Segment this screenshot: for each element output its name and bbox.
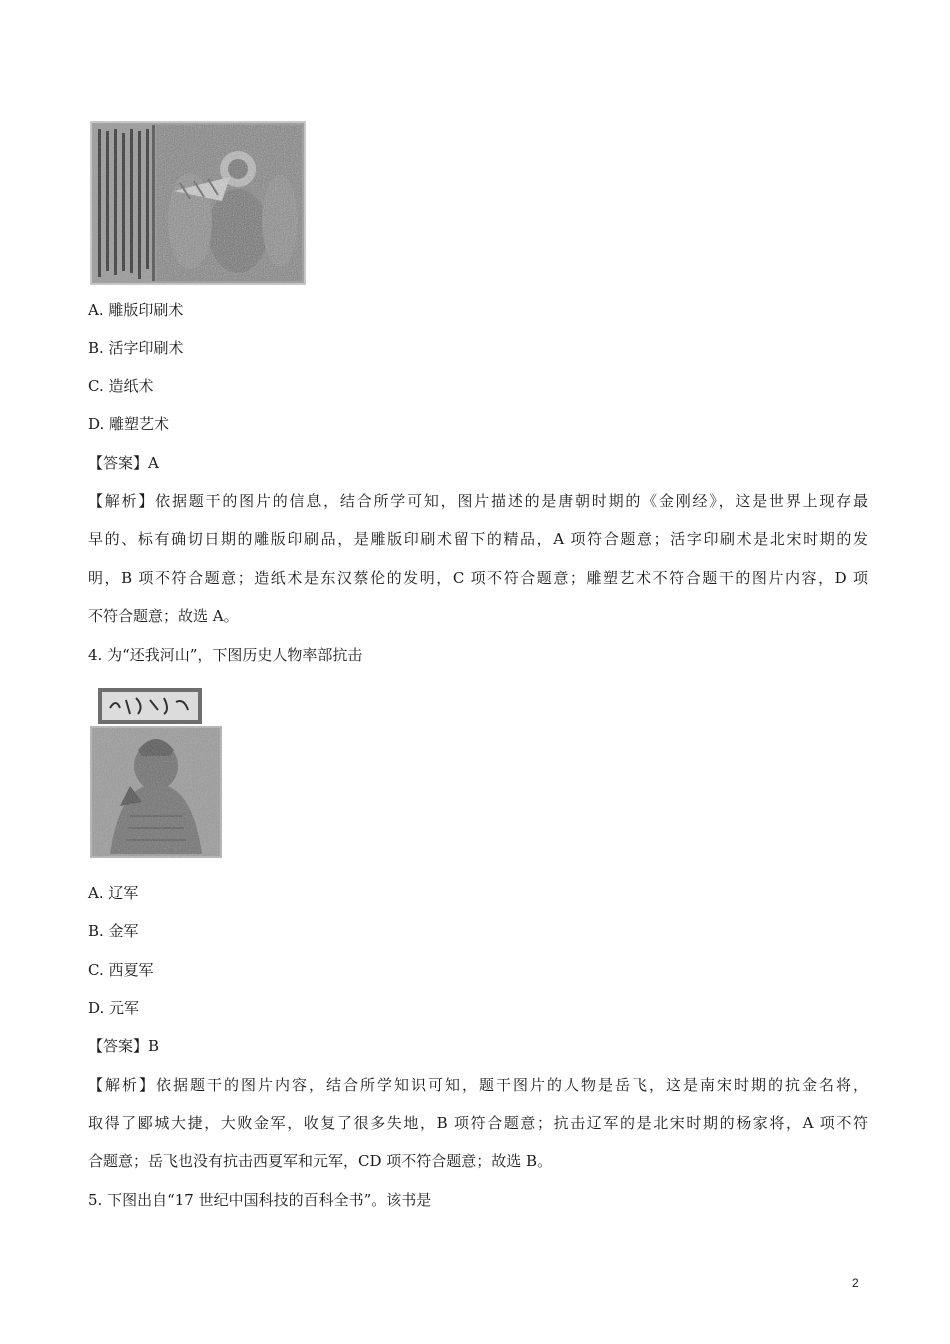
q3-analysis-line: 【解析】依据题干的图片的信息，结合所学可知，图片描述的是唐朝时期的《金刚经》，这是世界上现存最 — [88, 492, 868, 510]
q3-analysis-line: 明，B 项不符合题意；造纸术是东汉蔡伦的发明，C 项不符合题意；雕塑艺术不符合题干的图片内容，D 项 — [88, 569, 868, 587]
q3-option-b: B. 活字印刷术 — [88, 339, 184, 357]
q4-option-d: D. 元军 — [88, 999, 140, 1017]
q4-option-b: B. 金军 — [88, 922, 139, 940]
q5-stem: 5. 下图出自“17 世纪中国科技的百科全书”。该书是 — [88, 1191, 432, 1209]
page-number: 2 — [852, 1276, 859, 1290]
q4-option-c: C. 西夏军 — [88, 961, 154, 979]
yue-fei-image — [90, 686, 222, 860]
q3-option-c: C. 造纸术 — [88, 377, 154, 395]
q3-option-a: A. 雕版印刷术 — [88, 301, 184, 319]
q4-option-a: A. 辽军 — [88, 884, 139, 902]
q4-answer: 【答案】B — [88, 1037, 160, 1055]
q4-analysis-line: 【解析】依据题干的图片内容，结合所学知识可知，题干图片的人物是岳飞，这是南宋时期的抗金名将， — [88, 1076, 868, 1094]
q4-analysis-line: 取得了郾城大捷，大败金军，收复了很多失地，B 项符合题意；抗击辽军的是北宋时期的杨家将，A 项不符 — [88, 1114, 868, 1132]
q4-stem: 4. 为“还我河山”，下图历史人物率部抗击 — [88, 646, 363, 664]
diamond-sutra-image — [90, 121, 306, 285]
q3-answer: 【答案】A — [88, 454, 159, 472]
q4-analysis-line: 合题意；岳飞也没有抗击西夏军和元军，CD 项不符合题意；故选 B。 — [88, 1152, 553, 1170]
q3-option-d: D. 雕塑艺术 — [88, 415, 170, 433]
q3-analysis-line: 早的、标有确切日期的雕版印刷品，是雕版印刷术留下的精品，A 项符合题意；活字印刷术是北宋时期的发 — [88, 530, 868, 548]
q3-analysis-line: 不符合题意；故选 A。 — [88, 607, 239, 625]
